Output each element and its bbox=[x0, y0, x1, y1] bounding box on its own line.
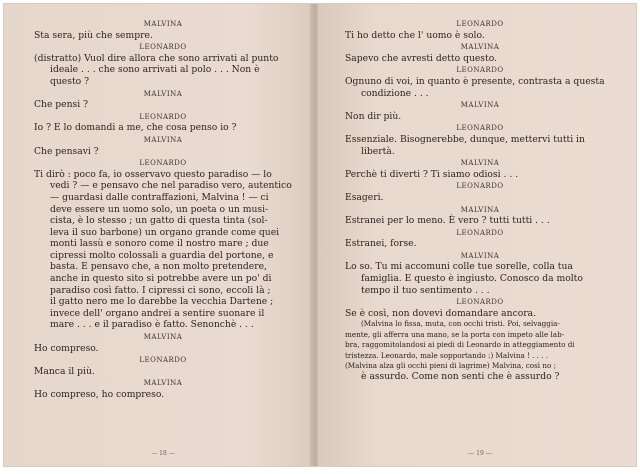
dialogue-line: tempo il tuo sentimento . . . bbox=[361, 284, 490, 296]
dialogue-line: Ti ho detto che l' uomo è solo. bbox=[345, 29, 485, 41]
speaker-name: LEONARDO bbox=[139, 112, 187, 121]
speaker-name: MALVINA bbox=[143, 379, 183, 388]
dialogue-line: Lo so. Tu mi accomuni colle tue sorelle, colla tua bbox=[345, 261, 573, 273]
dialogue-line: Se è così, non dovevi domandare ancora. bbox=[345, 307, 537, 319]
speaker-name: MALVINA bbox=[460, 251, 500, 260]
dialogue-line: vedi ? — e pensavo che nel paradiso vero, autentico bbox=[50, 180, 292, 192]
speaker-name: MALVINA bbox=[460, 205, 500, 214]
dialogue-line: paradiso così fatto. I cipressi ci sono, eccoli là ; bbox=[50, 284, 271, 296]
dialogue-line: condizione . . . bbox=[361, 87, 429, 99]
dialogue-line: libertà. bbox=[361, 145, 395, 157]
dialogue-line: anche in questo sito si potrebbe avere un po' di bbox=[50, 273, 272, 285]
dialogue-line: Manca il più. bbox=[34, 365, 95, 377]
dialogue-line: basta. E pensavo che, a non molto pretendere, bbox=[50, 261, 267, 273]
stage-direction: mente, gli afferra una mano, se la porta con impeto alle lab- bbox=[345, 329, 565, 339]
speaker-name: LEONARDO bbox=[139, 356, 187, 365]
dialogue-line: Sta sera, più che sempre. bbox=[34, 29, 153, 41]
speaker-name: LEONARDO bbox=[456, 20, 504, 28]
speaker-name: MALVINA bbox=[143, 333, 183, 342]
dialogue-line: Che pensi ? bbox=[34, 99, 89, 111]
dialogue-line: mare . . . e il paradiso è fatto. Senonchè . . . bbox=[50, 319, 254, 331]
speaker-name: LEONARDO bbox=[456, 298, 504, 307]
dialogue-line: è assurdo. Come non senti che è assurdo ? bbox=[361, 371, 560, 383]
speaker-name: LEONARDO bbox=[456, 124, 504, 133]
speaker-name: LEONARDO bbox=[456, 66, 504, 75]
book-spread bbox=[4, 4, 636, 466]
dialogue-line: il gatto nero me lo darebbe la vecchia Dartene ; bbox=[50, 296, 274, 308]
dialogue-line: — guardasi dalle contraffazioni, Malvina ! — ci bbox=[50, 191, 269, 203]
speaker-name: MALVINA bbox=[143, 135, 183, 144]
stage-direction: tristezza. Leonardo, male sopportando :) Malvina ! . . . . bbox=[345, 350, 549, 360]
dialogue-line: Che pensavi ? bbox=[34, 145, 99, 157]
dialogue-line: leva il suo barbone) un organo grande come quei bbox=[50, 226, 280, 238]
speaker-name: LEONARDO bbox=[139, 159, 187, 168]
dialogue-line: questo ? bbox=[50, 75, 90, 87]
dialogue-line: Ho compreso, ho compreso. bbox=[34, 389, 165, 400]
speaker-name: LEONARDO bbox=[456, 182, 504, 191]
speaker-name: MALVINA bbox=[460, 101, 500, 110]
stage-direction: bra, raggomitolandosi ai piedi di Leonardo in atteggiamento di bbox=[345, 340, 575, 350]
stage-direction: (Malvina lo fissa, muta, con occhi tristi. Poi, selvaggia- bbox=[361, 319, 560, 329]
dialogue-line: Perchè ti diverti ? Ti siamo odiosi . . . bbox=[345, 168, 519, 180]
speaker-name: MALVINA bbox=[460, 159, 500, 168]
dialogue-line: Io ? E lo domandi a me, che cosa penso io ? bbox=[34, 122, 237, 134]
left-page-folio: — 18 — bbox=[151, 450, 175, 457]
dialogue-line: Estranei, forse. bbox=[345, 238, 417, 250]
dialogue-line: Estranei per lo meno. È vero ? tutti tutti . . . bbox=[345, 215, 550, 227]
speaker-name: LEONARDO bbox=[456, 228, 504, 237]
dialogue-line: Sapevo che avresti detto questo. bbox=[345, 52, 498, 64]
right-page-folio: — 19 — bbox=[468, 450, 492, 457]
dialogue-line: cista, è lo stesso ; un gatto di questa tinta (sol- bbox=[50, 215, 268, 227]
dialogue-line: Non dir più. bbox=[345, 110, 402, 122]
left-page bbox=[4, 4, 312, 466]
dialogue-line: Essenziale. Bisognerebbe, dunque, mettervi tutti in bbox=[345, 133, 585, 145]
dialogue-line: Ho compreso. bbox=[34, 342, 99, 354]
speaker-name: MALVINA bbox=[143, 20, 183, 28]
dialogue-line: Esageri. bbox=[345, 191, 384, 203]
dialogue-line: invece dell' organo andrei a sentire suonare il bbox=[50, 307, 265, 319]
speaker-name: MALVINA bbox=[460, 43, 500, 52]
left-page-text bbox=[34, 18, 292, 401]
speaker-name: MALVINA bbox=[143, 89, 183, 98]
speaker-name: LEONARDO bbox=[139, 43, 187, 52]
dialogue-line: (distratto) Vuol dire allora che sono arrivati al punto bbox=[34, 52, 279, 64]
dialogue-line: famiglia. E questo è ingiusto. Conosco da molto bbox=[361, 273, 583, 285]
right-page-text bbox=[345, 18, 615, 383]
dialogue-line: Ti dirò : poco fa, io osservavo questo paradiso — lo bbox=[34, 168, 272, 180]
dialogue-line: Ognuno di voi, in quanto è presente, contrasta a questa bbox=[345, 75, 605, 87]
dialogue-line: ideale . . . che sono arrivati al polo . . . Non è bbox=[50, 64, 260, 76]
stage-direction: (Malvina alza gli occhi pieni di lagrime) Malvina, così no ; bbox=[345, 361, 557, 371]
dialogue-line: cipressi molto colossali a guardia del portone, e bbox=[50, 249, 274, 261]
right-page bbox=[318, 4, 636, 466]
dialogue-line: deve essere un uomo solo, un poeta o un musi- bbox=[50, 203, 269, 215]
dialogue-line: monti lassù e sonoro come il nostro mare ; due bbox=[50, 238, 269, 250]
